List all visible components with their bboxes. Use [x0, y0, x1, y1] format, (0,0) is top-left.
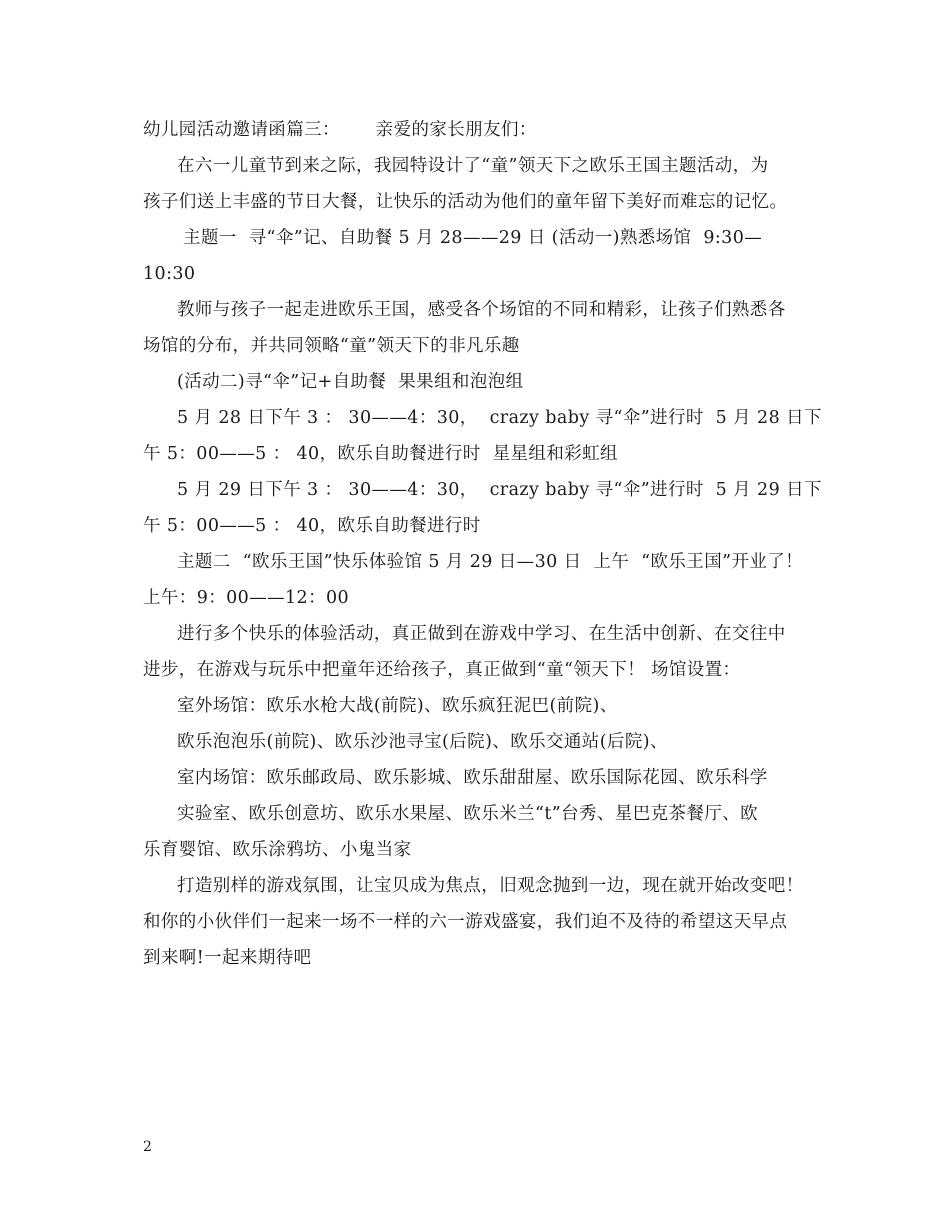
- text-line: 进行多个快乐的体验活动，真正做到在游戏中学习、在生活中创新、在交往中: [177, 624, 786, 644]
- text-line: 幼儿园活动邀请函篇三： 亲爱的家长朋友们：: [143, 120, 537, 140]
- text-line: 教师与孩子一起走进欧乐王国，感受各个场馆的不同和精彩，让孩子们熟悉各: [177, 300, 786, 320]
- text-line: 欧乐泡泡乐(前院)、欧乐沙池寻宝(后院)、欧乐交通站(后院)、: [177, 732, 668, 752]
- text-line: 主题一 寻“伞”记、自助餐 5 月 28——29 日 (活动一)熟悉场馆 9:30—: [177, 228, 763, 248]
- text-line: 进步，在游戏与玩乐中把童年还给孩子，真正做到“童“领天下！ 场馆设置：: [143, 660, 741, 680]
- text-line: 室外场馆：欧乐水枪大战(前院)、欧乐疯狂泥巴(前院)、: [177, 696, 618, 716]
- text-line: 孩子们送上丰盛的节日大餐，让快乐的活动为他们的童年留下美好而难忘的记忆。: [143, 192, 788, 212]
- text-line: 午 5：00——5 ： 40，欧乐自助餐进行时 星星组和彩虹组: [143, 444, 618, 464]
- text-line: 实验室、欧乐创意坊、欧乐水果屋、欧乐米兰“t”台秀、星巴克茶餐厅、欧: [177, 804, 759, 824]
- text-line: 打造别样的游戏氛围，让宝贝成为焦点，旧观念抛到一边，现在就开始改变吧！: [177, 876, 804, 896]
- text-line: 和你的小伙伴们一起来一场不一样的六一游戏盛宴，我们迫不及待的希望这天早点: [143, 912, 788, 932]
- text-line: 室内场馆：欧乐邮政局、欧乐影城、欧乐甜甜屋、欧乐国际花园、欧乐科学: [177, 768, 768, 788]
- text-line: 上午：9：00——12：00: [143, 588, 350, 608]
- text-line: 5 月 29 日下午 3 ： 30——4：30， crazy baby 寻“伞”进行时 5 月 29 日下: [177, 480, 822, 500]
- text-line: 场馆的分布，并共同领略“童”领天下的非凡乐趣: [143, 336, 520, 356]
- text-line: 10:30: [143, 264, 196, 284]
- text-line: 午 5：00——5 ： 40，欧乐自助餐进行时: [143, 516, 481, 536]
- text-line: (活动二)寻“伞”记+自助餐 果果组和泡泡组: [177, 372, 524, 392]
- text-line: 在六一儿童节到来之际，我园特设计了“童”领天下之欧乐王国主题活动，为: [177, 156, 769, 176]
- text-line: 乐育婴馆、欧乐涂鸦坊、小鬼当家: [143, 840, 412, 860]
- document-body: [143, 112, 822, 976]
- text-line: 到来啊!一起来期待吧: [143, 948, 312, 968]
- page-number: 2: [143, 1139, 152, 1155]
- text-line: 5 月 28 日下午 3 ： 30——4：30， crazy baby 寻“伞”进行时 5 月 28 日下: [177, 408, 822, 428]
- text-line: 主题二 “欧乐王国”快乐体验馆 5 月 29 日—30 日 上午 “欧乐王国”开业了！: [177, 552, 804, 572]
